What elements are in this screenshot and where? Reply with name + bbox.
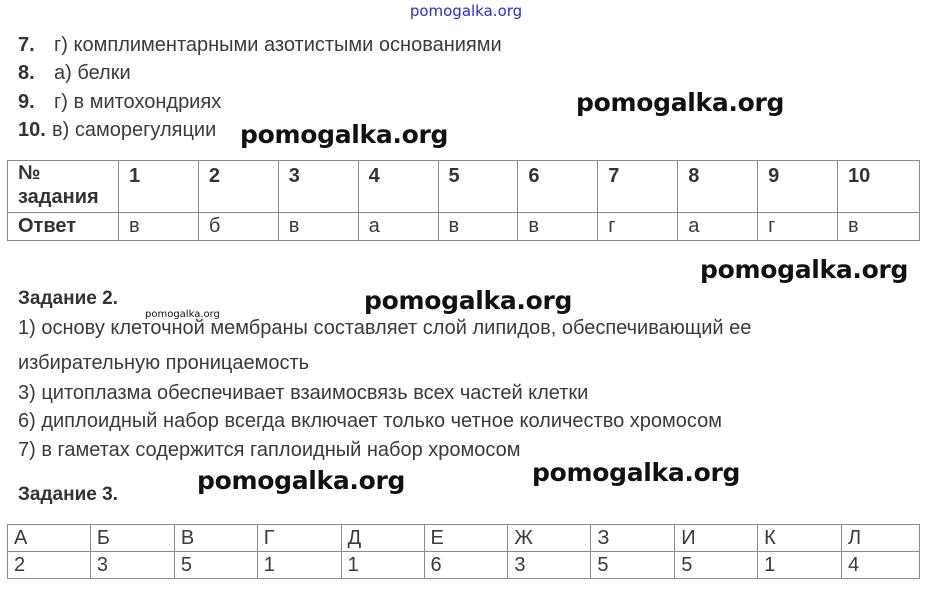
answer-cell: в <box>837 213 919 241</box>
letter-cell: К <box>758 525 842 552</box>
task2-line: избирательную проницаемость <box>18 352 310 374</box>
task-number-cell: 7 <box>598 161 678 213</box>
answer-number: 10. <box>18 119 46 141</box>
answer-line-9 <box>18 90 221 114</box>
task2-line: 1) основу клеточной мембраны составляет слой липидов, обеспечивающий ее <box>18 317 752 339</box>
task2-line: 6) диплоидный набор всегда включает только четное количество хромосом <box>18 410 723 432</box>
table-row-values <box>8 552 920 579</box>
table-row-answers <box>8 213 920 241</box>
watermark: pomogalka.org <box>532 458 741 487</box>
task-number-cell: 4 <box>358 161 438 213</box>
task-number-cell: 3 <box>278 161 358 213</box>
value-cell: 5 <box>174 552 257 579</box>
value-cell: 3 <box>508 552 591 579</box>
value-cell: 2 <box>8 552 91 579</box>
value-cell: 4 <box>842 552 920 579</box>
answer-text: г) в митохондриях <box>54 91 222 113</box>
answer-cell: в <box>118 213 198 241</box>
value-cell: 5 <box>675 552 758 579</box>
answers-table <box>7 160 920 241</box>
watermark: pomogalka.org <box>700 255 909 284</box>
answer-text: г) комплиментарными азотистыми основаниями <box>54 34 502 56</box>
value-cell: 3 <box>90 552 174 579</box>
answer-number: 9. <box>18 91 35 113</box>
letter-cell: Ж <box>508 525 591 552</box>
answer-cell: в <box>278 213 358 241</box>
answer-cell: в <box>438 213 518 241</box>
answer-text: в) саморегуляции <box>52 119 217 141</box>
task-number-label: № задания <box>8 161 119 213</box>
value-cell: 1 <box>758 552 842 579</box>
answer-cell: в <box>518 213 598 241</box>
letter-cell: В <box>174 525 257 552</box>
task-number-cell: 6 <box>518 161 598 213</box>
task2-line: 7) в гаметах содержится гаплоидный набор хромосом <box>18 439 521 461</box>
answer-number: 7. <box>18 34 35 56</box>
answer-text: а) белки <box>54 62 131 84</box>
watermark: pomogalka.org <box>576 88 785 117</box>
task-number-cell: 10 <box>837 161 919 213</box>
answer-cell: а <box>358 213 438 241</box>
letter-cell: Е <box>424 525 508 552</box>
value-cell: 6 <box>424 552 508 579</box>
task-number-cell: 9 <box>758 161 838 213</box>
task-number-cell: 1 <box>118 161 198 213</box>
task3-title: Задание 3. <box>18 484 118 505</box>
table-row-numbers <box>8 161 920 213</box>
letter-cell: И <box>675 525 758 552</box>
value-cell: 1 <box>341 552 424 579</box>
answer-number: 8. <box>18 62 35 84</box>
task2-line: 3) цитоплазма обеспечивает взаимосвязь всех частей клетки <box>18 382 589 404</box>
answer-line-8 <box>18 61 131 85</box>
top-watermark: pomogalka.org <box>409 2 523 20</box>
value-cell: 1 <box>257 552 341 579</box>
value-cell: 5 <box>591 552 675 579</box>
task-number-cell: 8 <box>678 161 758 213</box>
letter-cell: Г <box>257 525 341 552</box>
letter-cell: А <box>8 525 91 552</box>
watermark: pomogalka.org <box>197 466 406 495</box>
task2-title: Задание 2. <box>18 288 118 309</box>
watermark: pomogalka.org <box>240 120 449 149</box>
answer-cell: г <box>758 213 838 241</box>
letter-cell: Д <box>341 525 424 552</box>
watermark: pomogalka.org <box>364 286 573 315</box>
answer-label: Ответ <box>8 213 119 241</box>
task-number-cell: 5 <box>438 161 518 213</box>
task-number-cell: 2 <box>198 161 278 213</box>
watermark-small: pomogalka.org <box>145 309 220 320</box>
answer-line-7 <box>18 33 502 57</box>
answer-cell: г <box>598 213 678 241</box>
letter-cell: Л <box>842 525 920 552</box>
answer-cell: б <box>198 213 278 241</box>
letter-cell: Б <box>90 525 174 552</box>
letter-cell: З <box>591 525 675 552</box>
answer-line-10 <box>18 118 216 142</box>
matching-table <box>7 524 920 579</box>
table-row-letters <box>8 525 920 552</box>
answer-cell: а <box>678 213 758 241</box>
